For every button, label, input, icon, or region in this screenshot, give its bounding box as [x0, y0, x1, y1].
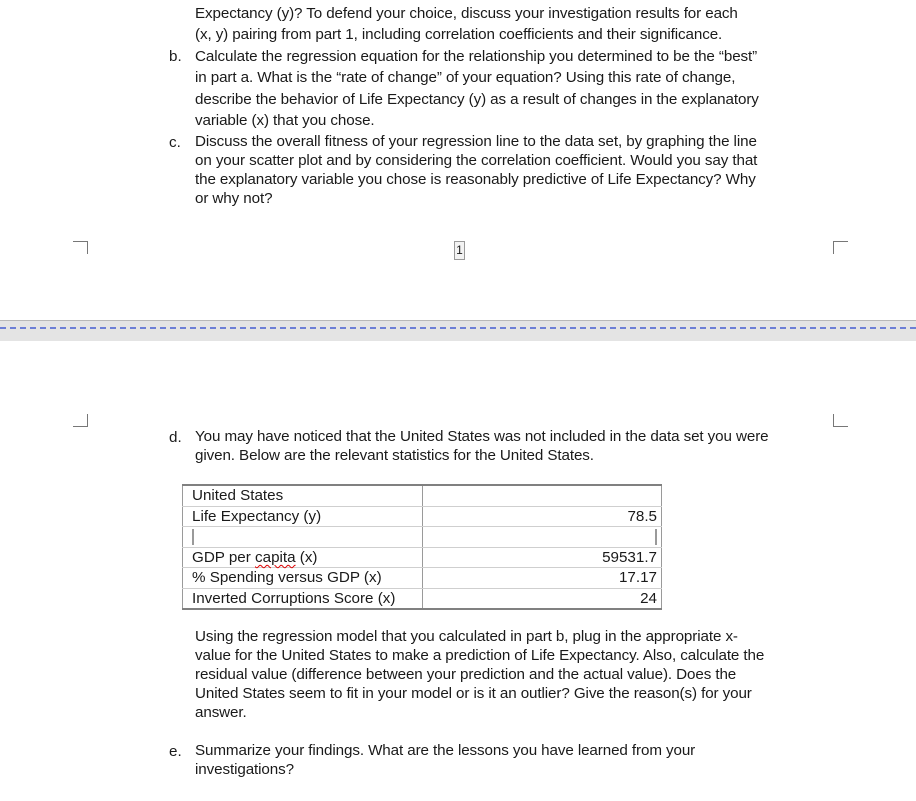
text-cursor [655, 529, 657, 545]
text-line: the explanatory variable you chose is reasonably predictive of Life Expectancy? Why [195, 171, 756, 188]
text-line: Using the regression model that you calculated in part b, plug in the appropriate x- [195, 628, 738, 645]
text-cursor [192, 529, 194, 545]
table-row [183, 527, 662, 548]
question-a-continuation [195, 3, 738, 46]
table-cell-value[interactable]: 59531.7 [423, 547, 662, 568]
page-break [0, 320, 916, 342]
text-line: given. Below are the relevant statistics for the United States. [195, 447, 594, 464]
list-marker-d: d. [169, 429, 182, 446]
page-corner-mark [833, 241, 848, 254]
text-line: on your scatter plot and by considering the correlation coefficient. Would you say that [195, 152, 758, 169]
text-line: value for the United States to make a prediction of Life Expectancy. Also, calculate the [195, 647, 765, 664]
text-line: You may have noticed that the United States was not included in the data set you were [195, 428, 769, 445]
spellcheck-flagged-word[interactable]: capita [255, 548, 296, 566]
question-d [195, 427, 769, 465]
table-row [183, 506, 662, 527]
text-line: describe the behavior of Life Expectancy (y) as a result of changes in the explanatory [195, 90, 759, 108]
page-corner-mark [73, 241, 88, 254]
text-line: investigations? [195, 761, 294, 778]
table-cell-header[interactable]: United States [183, 485, 423, 506]
label-text: GDP per [192, 548, 256, 566]
table-row [183, 588, 662, 609]
text-line: Calculate the regression equation for the relationship you determined to be the “best” [195, 48, 758, 65]
text-line: variable (x) that you chose. [195, 112, 375, 130]
table-cell-empty[interactable] [423, 527, 662, 548]
table-cell-value[interactable]: 24 [423, 588, 662, 609]
table-cell-value[interactable]: 17.17 [423, 568, 662, 589]
table-cell-label[interactable]: Life Expectancy (y) [183, 506, 423, 527]
list-marker-b: b. [169, 48, 182, 65]
label-text: (x) [295, 548, 318, 566]
table-cell[interactable] [423, 485, 662, 506]
text-line: in part a. What is the “rate of change” of your equation? Using this rate of change, [195, 69, 736, 87]
list-marker-e: e. [169, 743, 182, 760]
text-line: Discuss the overall fitness of your regression line to the data set, by graphing the line [195, 133, 757, 150]
page-1 [0, 0, 916, 320]
table-cell-label[interactable]: % Spending versus GDP (x) [183, 568, 423, 589]
table-row [183, 547, 662, 568]
page-number: 1 [454, 241, 465, 260]
text-line: (x, y) pairing from part 1, including correlation coefficients and their significance. [195, 26, 723, 44]
table-cell-label[interactable] [183, 547, 423, 568]
text-line: or why not? [195, 190, 273, 207]
question-b [195, 46, 759, 132]
page-break-line [0, 327, 916, 329]
text-line: answer. [195, 704, 247, 721]
table-cell-empty[interactable] [183, 527, 423, 548]
text-line: United States seem to fit in your model or is it an outlier? Give the reason(s) for your [195, 685, 752, 702]
table-cell-value[interactable]: 78.5 [423, 506, 662, 527]
text-line: Summarize your findings. What are the lessons you have learned from your [195, 742, 696, 759]
table-row [183, 568, 662, 589]
question-c [195, 132, 757, 208]
us-statistics-table[interactable] [182, 484, 662, 610]
table-cell-label[interactable]: Inverted Corruptions Score (x) [183, 588, 423, 609]
question-e [195, 741, 695, 779]
text-line: residual value (difference between your prediction and the actual value). Does the [195, 666, 737, 683]
text-line: Expectancy (y)? To defend your choice, discuss your investigation results for each [195, 5, 738, 22]
page-corner-mark [833, 414, 848, 427]
question-d-follow-up [195, 627, 764, 722]
table-row [183, 485, 662, 506]
page-corner-mark [73, 414, 88, 427]
list-marker-c: c. [169, 134, 181, 151]
